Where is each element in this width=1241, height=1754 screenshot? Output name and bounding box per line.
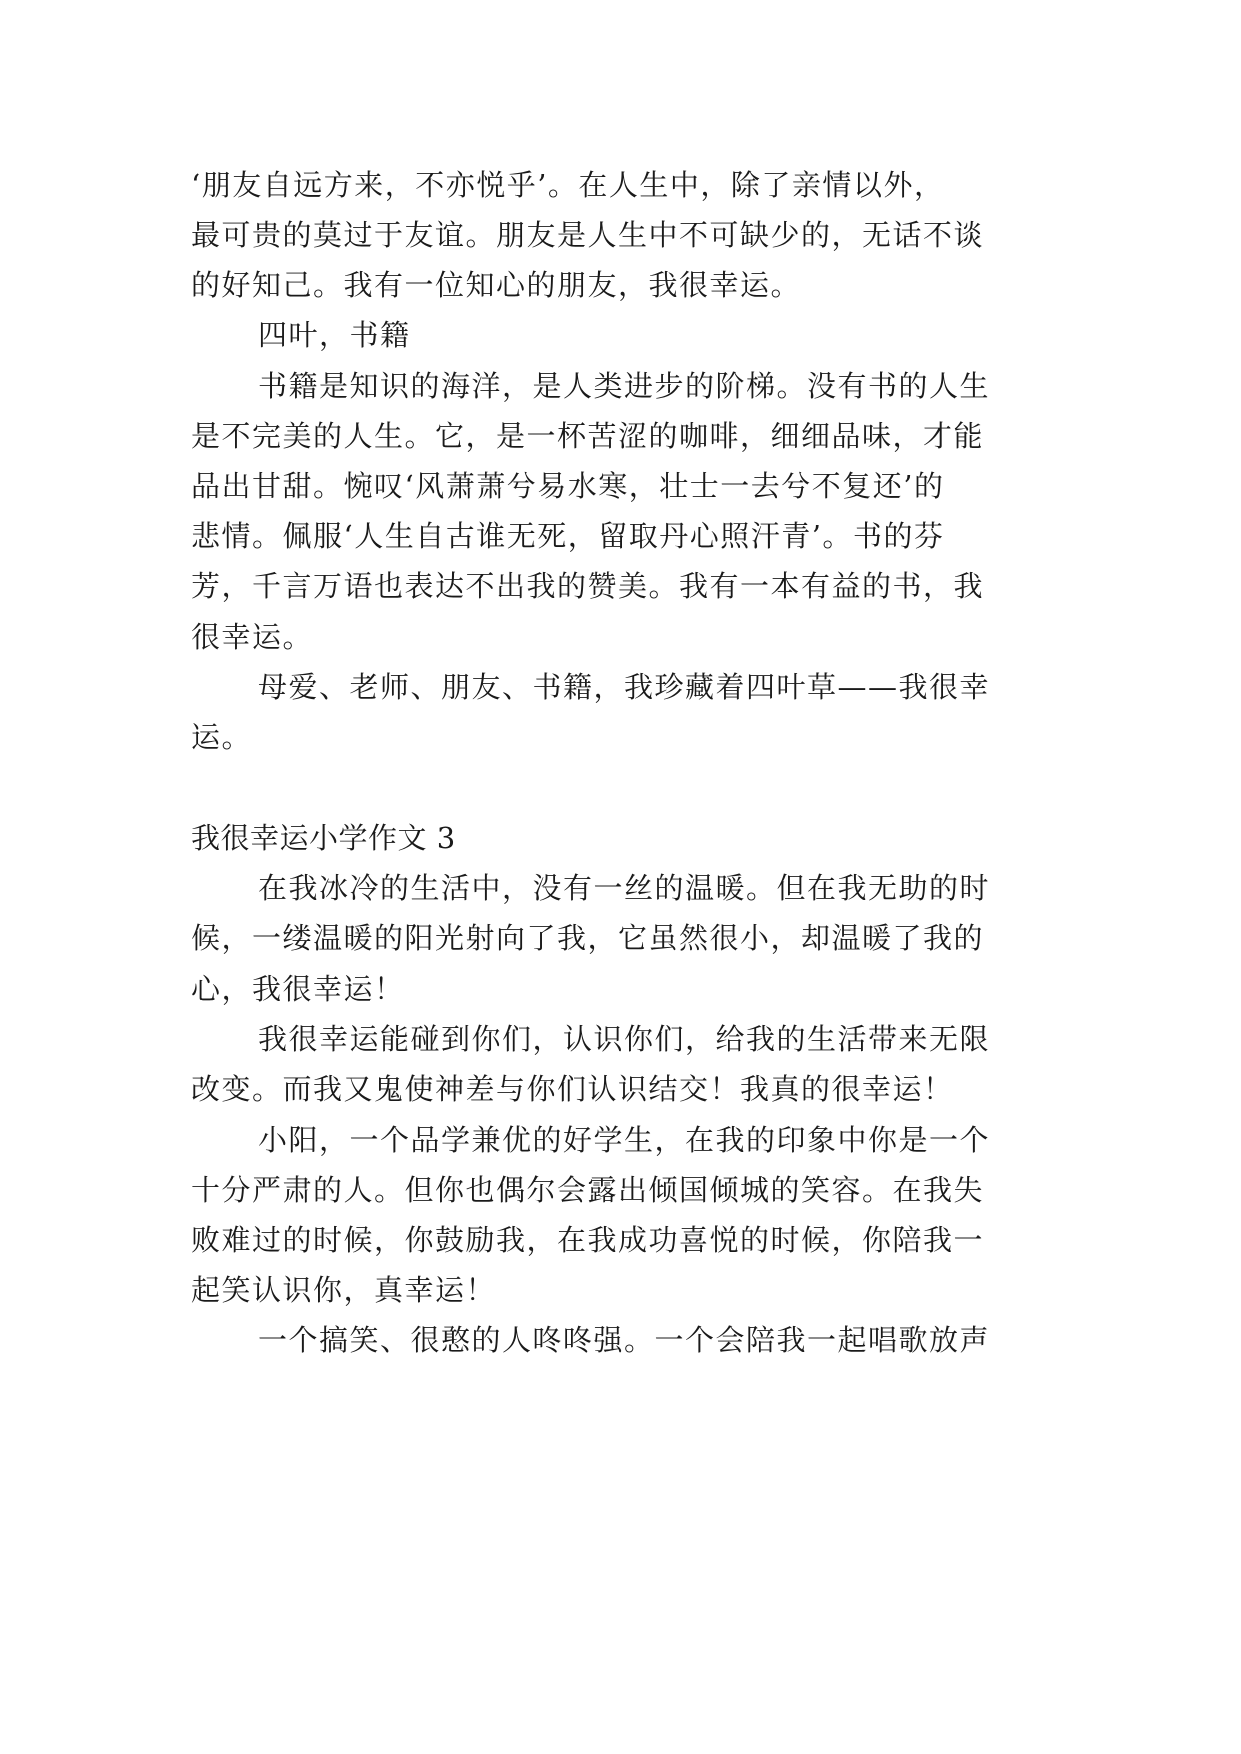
paragraph-line: 很幸运。: [191, 620, 314, 654]
paragraph-line: 小阳，一个品学兼优的好学生，在我的印象中你是一个: [258, 1123, 991, 1157]
paragraph-line: 一个搞笑、很憨的人咚咚强。一个会陪我一起唱歌放声: [258, 1323, 991, 1357]
paragraph-line: ‘朋友自远方来，不亦悦乎’。在人生中，除了亲情以外，: [191, 168, 945, 202]
paragraph-line: 书籍是知识的海洋，是人类进步的阶梯。没有书的人生: [258, 369, 991, 403]
section-subheading: 四叶，书籍: [258, 318, 411, 352]
paragraph-line: 运。: [191, 720, 253, 754]
paragraph-line: 悲情。佩服‘人生自古谁无死，留取丹心照汗青’。书的芬: [191, 519, 945, 553]
paragraph-line: 起笑认识你，真幸运！: [191, 1273, 497, 1307]
paragraph-line: 候，一缕温暖的阳光射向了我，它虽然很小，却温暖了我的: [191, 921, 985, 955]
paragraph-line: 我很幸运能碰到你们，认识你们，给我的生活带来无限: [258, 1022, 991, 1056]
paragraph-line: 十分严肃的人。但你也偶尔会露出倾国倾城的笑容。在我失: [191, 1173, 985, 1207]
paragraph-line: 芳，千言万语也表达不出我的赞美。我有一本有益的书，我: [191, 569, 985, 603]
paragraph-line: 败难过的时候，你鼓励我，在我成功喜悦的时候，你陪我一: [191, 1223, 985, 1257]
paragraph-line: 的好知己。我有一位知心的朋友，我很幸运。: [191, 268, 802, 302]
section-title: 我很幸运小学作文 3: [191, 821, 456, 855]
paragraph-line: 最可贵的莫过于友谊。朋友是人生中不可缺少的，无话不谈: [191, 218, 985, 252]
paragraph-line: 母爱、老师、朋友、书籍，我珍藏着四叶草——我很幸: [258, 670, 991, 704]
paragraph-line: 品出甘甜。惋叹‘风萧萧兮易水寒，壮士一去兮不复还’的: [191, 469, 945, 503]
paragraph-line: 在我冰冷的生活中，没有一丝的温暖。但在我无助的时: [258, 871, 991, 905]
paragraph-line: 是不完美的人生。它，是一杯苦涩的咖啡，细细品味，才能: [191, 419, 985, 453]
paragraph-line: 心，我很幸运！: [191, 972, 405, 1006]
paragraph-line: 改变。而我又鬼使神差与你们认识结交！我真的很幸运！: [191, 1072, 954, 1106]
